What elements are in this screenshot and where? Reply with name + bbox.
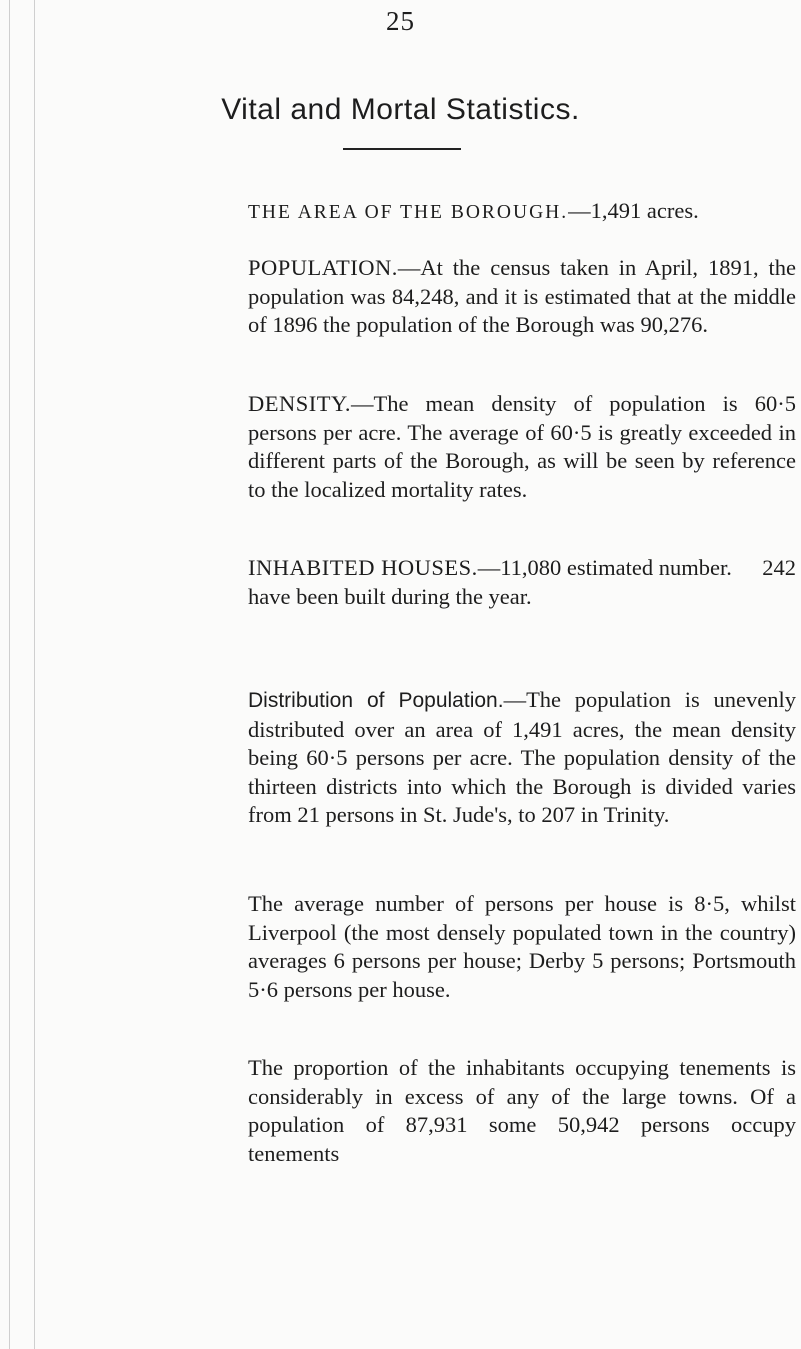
tenements-paragraph <box>248 1054 796 1168</box>
houses-paragraph <box>248 554 796 611</box>
page-title: Vital and Mortal Statistics. <box>221 93 580 126</box>
binding-edge-line <box>9 0 10 1349</box>
average-persons-text: The average number of persons per house is 8·5, whilst Liverpool (the most densely populated town in the country) averages 6 persons per house; Derby 5 persons; Portsmouth 5·6 persons per house. <box>248 891 796 1002</box>
population-text: —At the census taken in April, 1891, the population was 84,248, and it is estimated that at the middle of 1896 the population of the Borough was 90,276. <box>248 255 796 337</box>
distribution-text: —The population is unevenly distributed over an area of 1,491 acres, the mean density being 60·5 persons per acre. The population density of the thirteen districts into which the Borough is divided varies from 21 persons in St. Jude's, to 207 in Trinity. <box>248 687 797 827</box>
houses-text-after: have been built during the year. <box>248 583 532 609</box>
houses-text: —11,080 estimated number. <box>477 555 732 580</box>
houses-count: 242 <box>762 555 796 580</box>
tenements-text: The proportion of the inhabitants occupying tenements is considerably in excess of any of the large towns. Of a population of 87,931 some 50,942 persons occupy tenements <box>248 1055 796 1166</box>
houses-heading: INHABITED HOUSES. <box>248 555 478 580</box>
density-paragraph <box>248 390 796 504</box>
area-line <box>248 197 796 227</box>
distribution-paragraph <box>248 686 796 830</box>
density-text: —The mean density of population is 60·5 persons per acre. The average of 60·5 is greatly exceeded in different parts of the Borough, as will be seen by reference to the localized mortality rates. <box>248 391 796 502</box>
area-label: THE AREA OF THE BOROUGH. <box>248 202 569 223</box>
population-paragraph <box>248 254 796 340</box>
binding-edge-line <box>34 0 35 1349</box>
distribution-heading: Distribution of Population. <box>248 689 504 712</box>
title-rule <box>343 148 461 150</box>
population-heading: POPULATION. <box>248 255 398 280</box>
page-number: 25 <box>386 6 415 36</box>
area-value: —1,491 acres. <box>568 198 699 223</box>
average-persons-paragraph <box>248 890 796 1004</box>
density-heading: DENSITY. <box>248 391 351 416</box>
